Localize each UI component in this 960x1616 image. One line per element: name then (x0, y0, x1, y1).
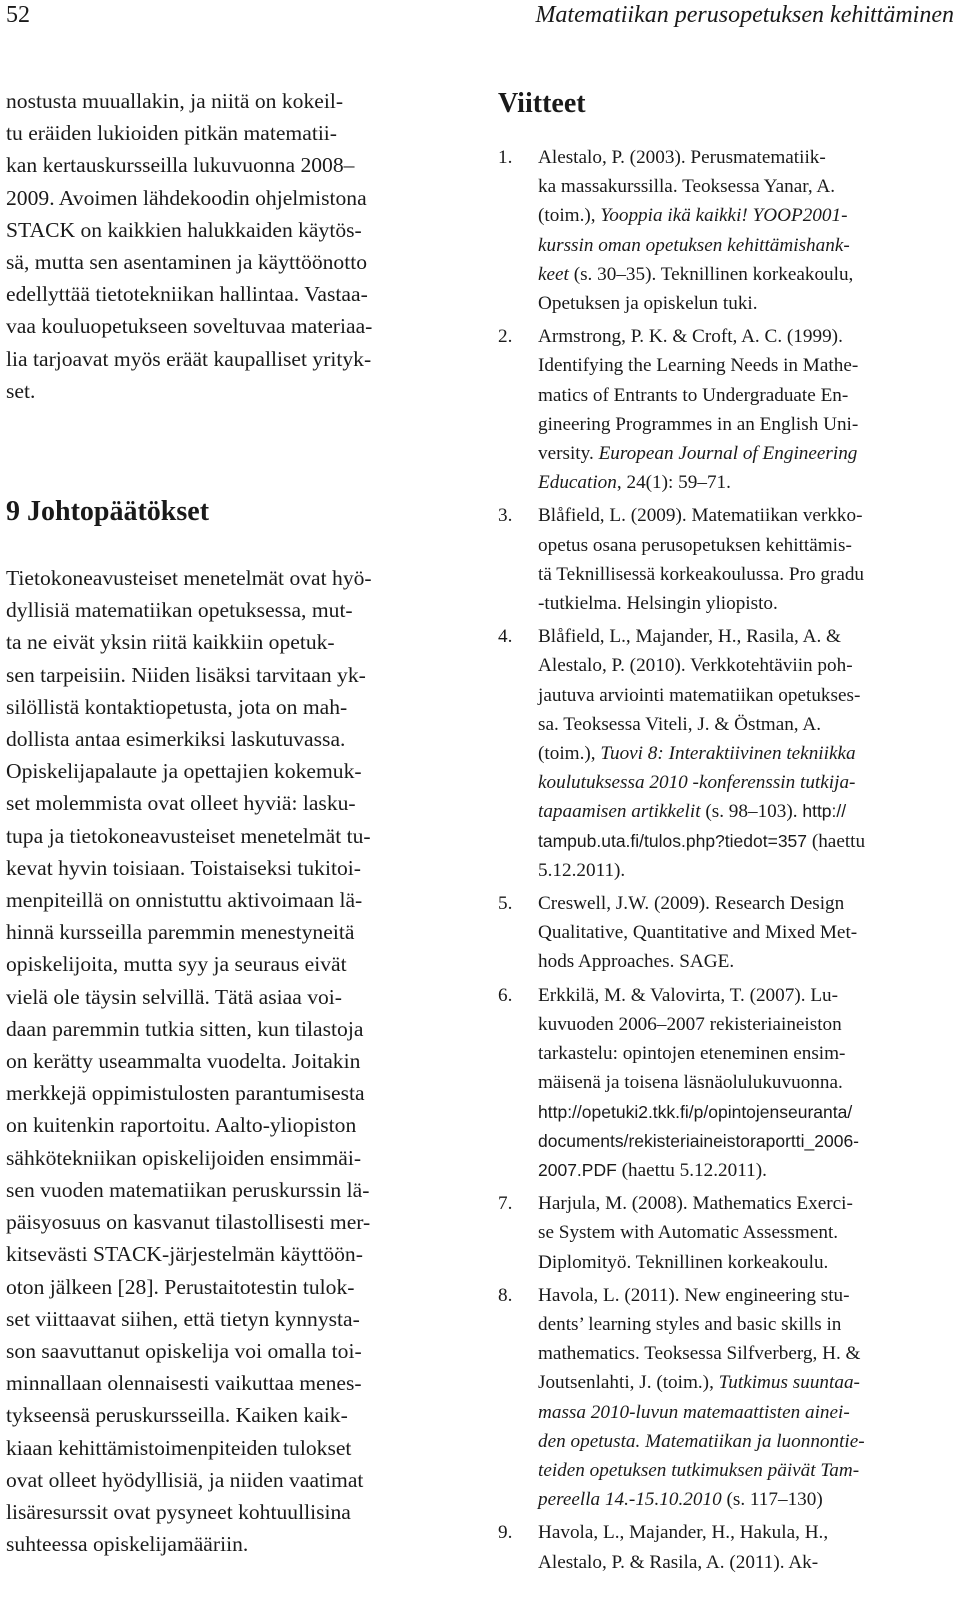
text-line: dollista antaa esimerkiksi laskutuvassa. (6, 727, 346, 752)
text-segment: (s. 30–35). Teknillinen korkeakoulu, (568, 263, 854, 285)
reference-line (538, 439, 960, 468)
reference-line (538, 739, 960, 768)
reference-item (498, 1281, 960, 1515)
text-line: vaa kouluopetukseen soveltuvaa materiaa- (6, 314, 373, 339)
text-line: kiaan kehittämistoimenpiteiden tulokset (6, 1435, 352, 1460)
reference-line: Creswell, J.W. (2009). Research Design (538, 893, 845, 915)
text-line: sen vuoden matematiikan peruskurssin lä- (6, 1177, 370, 1202)
italic-title: European Journal of Engineering (598, 443, 858, 465)
reference-line: tä Teknillisessä korkeakoulussa. Pro gradu (538, 563, 865, 585)
reference-line: jautuva arviointi matematiikan opetukses- (538, 684, 861, 706)
reference-number: 8. (498, 1284, 513, 1306)
reference-line: Alestalo, P. (2010). Verkkotehtäviin poh- (538, 655, 853, 677)
reference-line (538, 1427, 960, 1456)
reference-number: 4. (498, 626, 513, 648)
text-line: lisäresurssit ovat pysyneet kohtuullisina (6, 1499, 351, 1524)
reference-line: se System with Automatic Assessment. (538, 1222, 839, 1244)
reference-line (538, 1368, 960, 1397)
text-line: vielä ole täysin selvillä. Tätä asiaa voi- (6, 984, 342, 1009)
text-line: opiskelijoita, mutta syy ja seuraus eivät (6, 952, 347, 977)
running-header: Matematiikan perusopetuksen kehittäminen (535, 2, 954, 28)
conclusions-paragraph (6, 562, 458, 1560)
italic-title: den opetusta. Matematiikan ja luonnontie- (538, 1430, 865, 1452)
reference-number: 9. (498, 1522, 513, 1544)
reference-line (538, 1398, 960, 1427)
italic-title: pereella 14.-15.10.2010 (538, 1489, 722, 1511)
reference-line (538, 201, 960, 230)
text-line: Tietokoneavusteiset menetelmät ovat hyö- (6, 566, 372, 591)
reference-line: mäisenä ja toisena läsnäolulukuvuonna. (538, 1072, 843, 1094)
reference-number: 2. (498, 326, 513, 348)
text-line: daan paremmin tutkia sitten, kun tilastoja (6, 1016, 364, 1041)
text-line: suhteessa opiskelijamääriin. (6, 1532, 249, 1557)
text-line: kevat hyvin toisiaan. Toistaiseksi tukitoi- (6, 855, 361, 880)
italic-title: teiden opetuksen tutkimuksen päivät Tam- (538, 1459, 860, 1481)
text-line: 2009. Avoimen lähdekoodin ohjelmistona (6, 185, 367, 210)
text-line: kitsevästi STACK-järjestelmän käyttöön- (6, 1242, 363, 1267)
reference-line: -tutkielma. Helsingin yliopisto. (538, 593, 778, 615)
reference-line: kuvuoden 2006–2007 rekisteriaineiston (538, 1013, 842, 1035)
text-line: nostusta muuallakin, ja niitä on kokeil- (6, 89, 344, 113)
reference-line: Havola, L., Majander, H., Hakula, H., (538, 1522, 829, 1544)
text-segment: , 24(1): 59–71. (616, 472, 731, 494)
reference-number: 7. (498, 1193, 513, 1215)
italic-title: koulutuksessa 2010 -konferenssin tutkija- (538, 772, 856, 794)
text-line: silöllistä kontaktiopetusta, jota on mah- (6, 694, 348, 719)
text-line: Opiskelijapalaute ja opettajien kokemuk- (6, 759, 362, 784)
text-line: ovat olleet hyödyllisiä, ja niiden vaatimat (6, 1467, 364, 1492)
text-line: menpiteillä on onnistuttu aktivoimaan lä- (6, 888, 363, 913)
reference-url[interactable]: 2007.PDF (538, 1159, 617, 1180)
reference-item (498, 981, 960, 1185)
text-line: on kerätty useammalta vuodelta. Joitakin (6, 1049, 361, 1074)
text-segment: versity. (538, 443, 599, 465)
text-segment: (s. 117–130) (721, 1489, 823, 1511)
text-line: sä, mutta sen asentaminen ja käyttöönotto (6, 250, 368, 275)
text-segment: (haettu (807, 830, 866, 852)
reference-item (498, 1518, 960, 1576)
reference-url[interactable]: documents/rekisteriaineistoraportti_2006- (538, 1130, 859, 1151)
reference-line: 5.12.2011). (538, 859, 626, 881)
reference-url[interactable]: http:// (802, 801, 847, 822)
reference-number: 1. (498, 147, 513, 168)
text-line: dyllisiä matematiikan opetuksessa, mut- (6, 598, 353, 623)
reference-line: opetus osana perusopetuksen kehittämis- (538, 534, 852, 556)
reference-url[interactable]: tampub.uta.fi/tulos.php?tiedot=357 (538, 830, 808, 851)
reference-line: Erkkilä, M. & Valovirta, T. (2007). Lu- (538, 984, 839, 1006)
reference-line: Harjula, M. (2008). Mathematics Exerci- (538, 1193, 853, 1215)
text-line: minnallaan olennaisesti vaikuttaa menes- (6, 1371, 362, 1396)
reference-line: ka massakurssilla. Teoksessa Yanar, A. (538, 176, 836, 198)
text-line: set. (6, 378, 36, 403)
reference-line: sa. Teoksessa Viteli, J. & Östman, A. (538, 713, 821, 735)
reference-item (498, 1189, 960, 1277)
text-segment: (haettu 5.12.2011). (616, 1159, 767, 1181)
reference-line: Alestalo, P. (2003). Perusmatematiik- (538, 147, 826, 168)
italic-title: Yooppia ikä kaikki! YOOP2001- (600, 205, 848, 227)
reference-line: dents’ learning styles and basic skills in (538, 1313, 842, 1335)
reference-line: gineering Programmes in an English Uni- (538, 413, 859, 435)
reference-number: 5. (498, 893, 513, 915)
reference-item (498, 622, 960, 885)
reference-url[interactable]: http://opetuki2.tkk.fi/p/opintojenseuranta/ (538, 1101, 853, 1122)
reference-number: 3. (498, 505, 513, 527)
text-line: on kuitenkin raportoitu. Aalto-yliopiston (6, 1113, 357, 1138)
reference-line: mathematics. Teoksessa Silfverberg, H. & (538, 1343, 861, 1365)
text-line: merkkejä oppimistulosten parantumisesta (6, 1081, 365, 1106)
reference-line (538, 468, 960, 497)
reference-line: hods Approaches. SAGE. (538, 951, 735, 973)
reference-line: tarkastelu: opintojen eteneminen ensim- (538, 1043, 846, 1065)
reference-line (538, 768, 960, 797)
italic-title: keet (538, 263, 569, 285)
italic-title: massa 2010-luvun matemaattisten ainei- (538, 1401, 850, 1423)
left-column (6, 85, 458, 1560)
reference-item (498, 143, 960, 318)
reference-line: Qualitative, Quantitative and Mixed Met- (538, 922, 858, 944)
text-line: tu eräiden lukioiden pitkän matematii- (6, 121, 338, 146)
text-line: lia tarjoavat myös eräät kaupalliset yrityk- (6, 346, 372, 371)
references-heading: Viitteet (498, 88, 586, 119)
text-line: ta ne eivät yksin riitä kaikkiin opetuk- (6, 630, 335, 655)
text-line: sen tarpeisiin. Niiden lisäksi tarvitaan yk- (6, 662, 366, 687)
text-line: STACK on kaikkien halukkaiden käytös- (6, 217, 362, 242)
text-line: set viittaavat siihen, että tietyn kynnysta- (6, 1306, 360, 1331)
intro-paragraph (6, 85, 458, 407)
text-segment: Joutsenlahti, J. (toim.), (538, 1372, 719, 1394)
right-column (498, 85, 960, 1581)
page-number: 52 (6, 2, 30, 28)
reference-item (498, 322, 960, 497)
reference-line: matics of Entrants to Undergraduate En- (538, 384, 849, 406)
text-line: päisyosuus on kasvanut tilastollisesti mer- (6, 1210, 371, 1235)
reference-line: Diplomityö. Teknillinen korkeakoulu. (538, 1251, 829, 1273)
text-line: hinnä kursseilla paremmin menestyneitä (6, 920, 355, 945)
reference-number: 6. (498, 984, 513, 1006)
reference-line (538, 1156, 960, 1185)
text-line: kan kertauskursseilla lukuvuonna 2008– (6, 153, 355, 178)
text-segment: (toim.), (538, 205, 601, 227)
italic-title: Education (538, 472, 617, 494)
section-heading: 9 Johtopäätökset (6, 496, 210, 528)
text-line: edellyttää tietotekniikan hallintaa. Vastaa- (6, 282, 368, 307)
reference-item (498, 501, 960, 618)
text-line: tykseensä peruskursseilla. Kaiken kaik- (6, 1403, 348, 1428)
reference-line (538, 797, 960, 826)
text-line: set molemmista ovat olleet hyviä: lasku- (6, 791, 356, 816)
italic-title: Tutkimus suuntaa- (718, 1372, 860, 1394)
text-line: sähkötekniikan opiskelijoiden ensimmäi- (6, 1145, 362, 1170)
reference-item (498, 889, 960, 977)
reference-line (538, 827, 960, 856)
text-line: tupa ja tietokoneavusteiset menetelmät tu- (6, 823, 371, 848)
text-line: oton jälkeen [28]. Perustaitotestin tulok- (6, 1274, 355, 1299)
text-segment: (toim.), (538, 743, 601, 765)
text-line: son saavuttanut opiskelija voi omalla toi- (6, 1338, 362, 1363)
reference-list (498, 143, 960, 1577)
italic-title: kurssin oman opetuksen kehittämishank- (538, 234, 850, 256)
italic-title: tapaamisen artikkelit (538, 801, 701, 823)
reference-line: Identifying the Learning Needs in Mathe- (538, 355, 859, 377)
reference-line (538, 260, 960, 289)
text-segment: (s. 98–103). (700, 801, 803, 823)
reference-line (538, 1456, 960, 1485)
reference-line: Alestalo, P. & Rasila, A. (2011). Ak- (538, 1551, 819, 1573)
italic-title: Tuovi 8: Interaktiivinen tekniikka (600, 743, 856, 765)
reference-line: Armstrong, P. K. & Croft, A. C. (1999). (538, 326, 843, 348)
reference-line (538, 1485, 960, 1514)
reference-line: Havola, L. (2011). New engineering stu- (538, 1284, 850, 1306)
reference-line: Blåfield, L. (2009). Matematiikan verkko- (538, 505, 863, 527)
reference-line: Opetuksen ja opiskelun tuki. (538, 293, 758, 315)
reference-line: Blåfield, L., Majander, H., Rasila, A. & (538, 626, 841, 648)
reference-line (538, 231, 960, 260)
